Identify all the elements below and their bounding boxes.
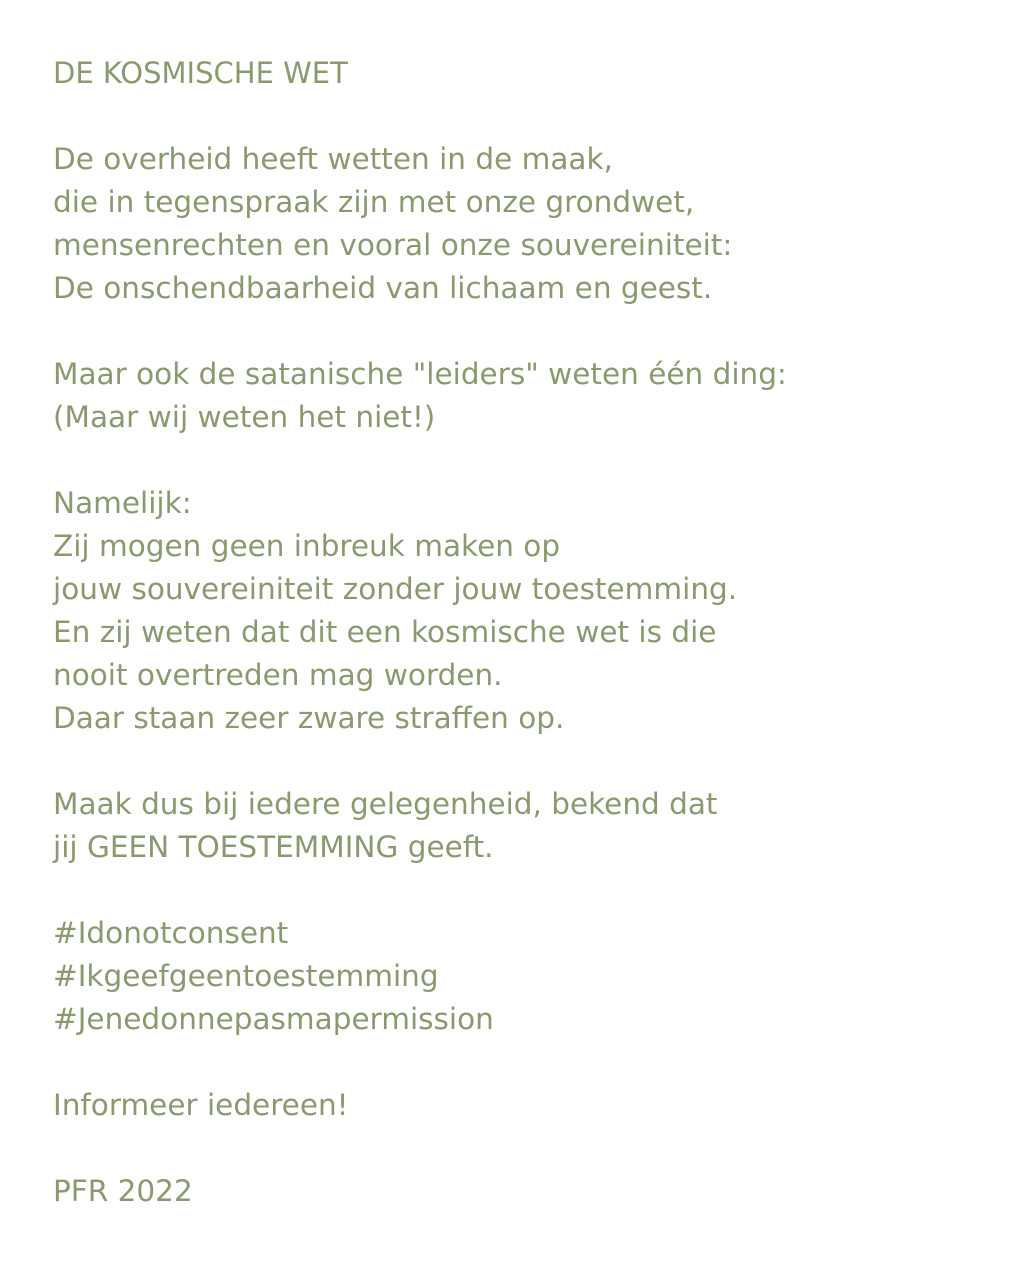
hashtag: #Ikgeefgeentoestemming xyxy=(53,959,439,993)
poem-line: Namelijk: xyxy=(53,486,192,520)
poem-line: De overheid heeft wetten in de maak, xyxy=(53,142,613,176)
hashtag-list xyxy=(53,912,1003,1041)
stanza-gap xyxy=(53,310,1003,353)
poem-line: En zij weten dat dit een kosmische wet is die xyxy=(53,615,717,649)
poem-line: Daar staan zeer zware straffen op. xyxy=(53,701,565,735)
poem-line: nooit overtreden mag worden. xyxy=(53,658,503,692)
stanza-4 xyxy=(53,783,1003,869)
hashtag: #Jenedonnepasmapermission xyxy=(53,1002,494,1036)
signature: PFR 2022 xyxy=(53,1174,193,1208)
poem-line: die in tegenspraak zijn met onze grondwet, xyxy=(53,185,695,219)
stanza-gap xyxy=(53,439,1003,482)
poem-document xyxy=(53,52,1003,1213)
stanza-2 xyxy=(53,353,1003,439)
poem-line: mensenrechten en vooral onze souvereiniteit: xyxy=(53,228,733,262)
poem-line: (Maar wij weten het niet!) xyxy=(53,400,436,434)
stanza-gap xyxy=(53,869,1003,912)
poem-line: Maak dus bij iedere gelegenheid, bekend dat xyxy=(53,787,718,821)
poem-line: Zij mogen geen inbreuk maken op xyxy=(53,529,561,563)
stanza-1 xyxy=(53,138,1003,310)
poem-line: jouw souvereiniteit zonder jouw toestemming. xyxy=(53,572,738,606)
closing-line: Informeer iedereen! xyxy=(53,1088,349,1122)
stanza-gap xyxy=(53,95,1003,138)
hashtag: #Idonotconsent xyxy=(53,916,289,950)
poem-line: jij GEEN TOESTEMMING geeft. xyxy=(53,830,494,864)
poem-line: De onschendbaarheid van lichaam en geest. xyxy=(53,271,713,305)
poem-title: DE KOSMISCHE WET xyxy=(53,56,348,90)
stanza-3 xyxy=(53,482,1003,740)
stanza-gap xyxy=(53,740,1003,783)
stanza-gap xyxy=(53,1041,1003,1084)
poem-line: Maar ook de satanische "leiders" weten één ding: xyxy=(53,357,787,391)
stanza-gap xyxy=(53,1127,1003,1170)
